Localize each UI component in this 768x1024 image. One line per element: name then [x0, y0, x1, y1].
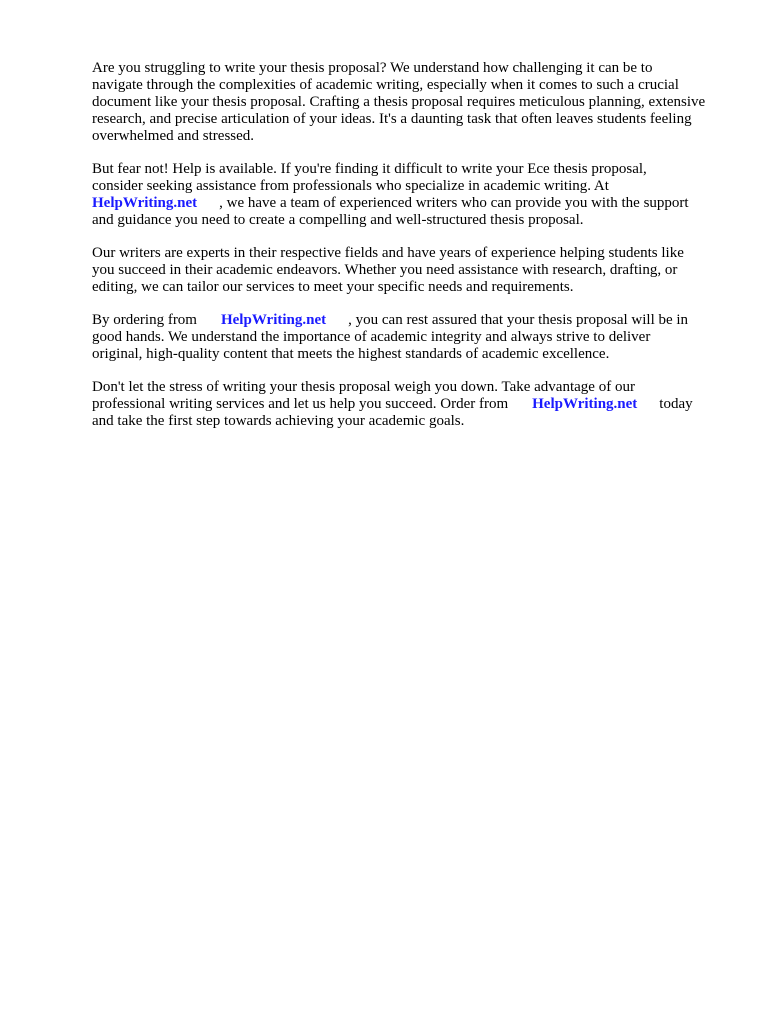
- text-line: original, high-quality content that meets the highest standards of academic excellence.: [92, 346, 610, 362]
- text-line: good hands. We understand the importance of academic integrity and always strive to deliver: [92, 329, 651, 345]
- text-line: and take the first step towards achieving your academic goals.: [92, 413, 465, 429]
- text-fragment: , you can rest assured that your thesis proposal will be in: [348, 312, 689, 328]
- helpwriting-link[interactable]: HelpWriting.net: [92, 195, 198, 211]
- text-line: But fear not! Help is available. If you're finding it difficult to write your Ece thesis proposal,: [92, 161, 647, 177]
- helpwriting-link[interactable]: HelpWriting.net: [220, 312, 327, 328]
- text-line: Don't let the stress of writing your thesis proposal weigh you down. Take advantage of our: [92, 379, 635, 395]
- text-line: document like your thesis proposal. Crafting a thesis proposal requires meticulous planning, extensive: [92, 94, 706, 110]
- text-line: consider seeking assistance from professionals who specialize in academic writing. At: [92, 178, 609, 194]
- paragraph-intro: [92, 60, 732, 145]
- paragraph-help: [92, 161, 732, 229]
- text-line: and guidance you need to create a compelling and well-structured thesis proposal.: [92, 212, 584, 228]
- text-line: [92, 195, 732, 212]
- text-line: navigate through the complexities of academic writing, especially when it comes to such a crucial: [92, 77, 679, 93]
- text-line: overwhelmed and stressed.: [92, 128, 255, 144]
- text-line: editing, we can tailor our services to meet your specific needs and requirements.: [92, 279, 574, 295]
- text-line: research, and precise articulation of your ideas. It's a daunting task that often leaves students feeling: [92, 111, 692, 127]
- text-line: [92, 312, 732, 329]
- helpwriting-link[interactable]: HelpWriting.net: [532, 396, 638, 412]
- text-line: Our writers are experts in their respective fields and have years of experience helping students like: [92, 245, 684, 261]
- paragraph-ordering: [92, 312, 732, 363]
- text-fragment: today: [659, 396, 693, 412]
- document-body: [92, 60, 732, 446]
- text-line: Are you struggling to write your thesis proposal? We understand how challenging it can be to: [92, 60, 653, 76]
- paragraph-closing: [92, 379, 732, 430]
- text-fragment: , we have a team of experienced writers who can provide you with the support: [219, 195, 689, 211]
- text-fragment: professional writing services and let us help you succeed. Order from: [92, 396, 509, 412]
- text-fragment: By ordering from: [92, 312, 197, 328]
- text-line: you succeed in their academic endeavors. Whether you need assistance with research, drafting, or: [92, 262, 678, 278]
- paragraph-writers: [92, 245, 732, 296]
- text-line: [92, 396, 732, 413]
